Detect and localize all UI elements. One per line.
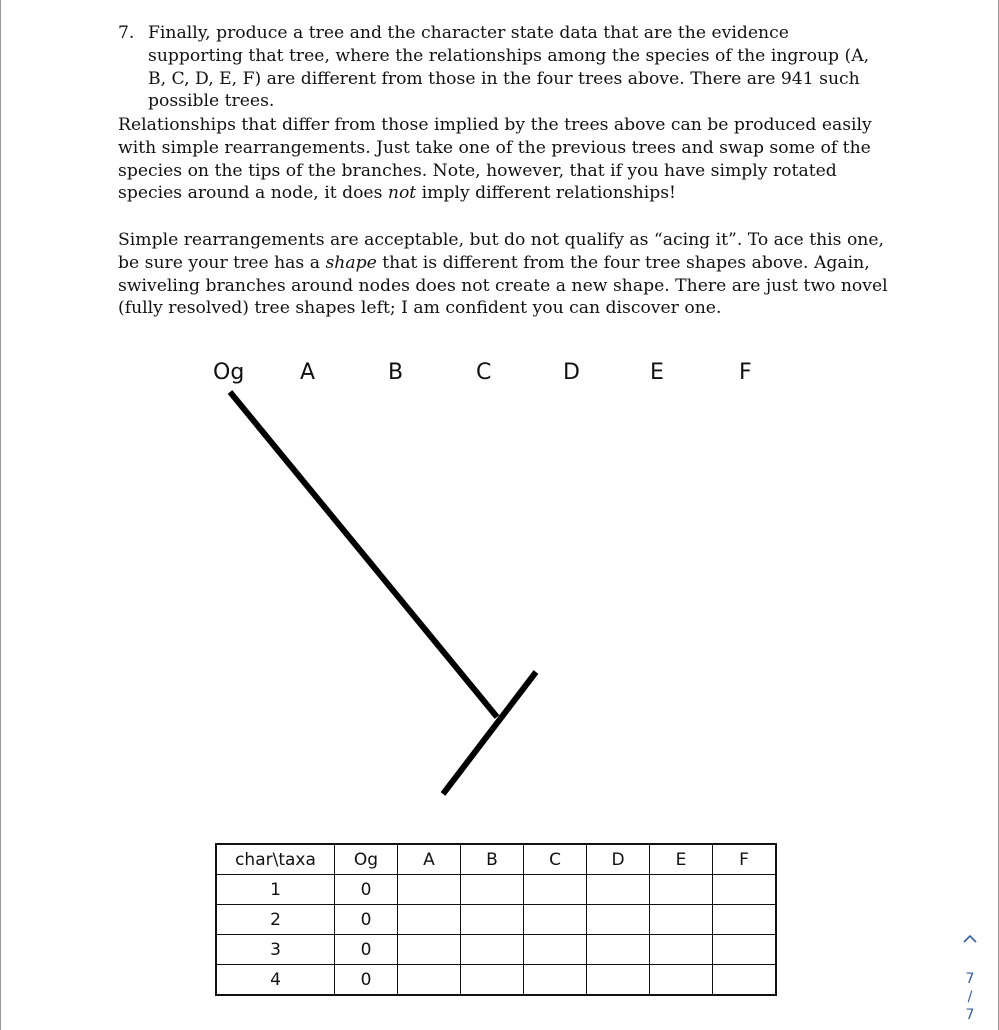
table-header-b: B xyxy=(461,844,524,875)
cell-c[interactable] xyxy=(524,875,587,905)
table-header-char-taxa: char\taxa xyxy=(216,844,335,875)
char-number: 3 xyxy=(216,935,335,965)
chevron-up-icon xyxy=(962,933,978,943)
table-header-d: D xyxy=(587,844,650,875)
cell-og: 0 xyxy=(335,905,398,935)
char-number: 4 xyxy=(216,965,335,996)
taxon-label-og: Og xyxy=(213,360,245,385)
table-row xyxy=(216,875,776,905)
cell-f[interactable] xyxy=(713,965,777,996)
cell-e[interactable] xyxy=(650,965,713,996)
paragraph-tree-shape xyxy=(118,229,893,320)
paragraph1-text-a: Relationships that differ from those implied by the trees above can be produced easily with simple rearrangements. Just take one of the previous trees and swap some of the species on the tips of the branches. Note, however, that if you have simply rotated species around a node, it does xyxy=(118,115,872,204)
cell-b[interactable] xyxy=(461,935,524,965)
cell-e[interactable] xyxy=(650,935,713,965)
cell-f[interactable] xyxy=(713,875,777,905)
question-number: 7. xyxy=(118,23,135,43)
cell-a[interactable] xyxy=(398,965,461,996)
cell-a[interactable] xyxy=(398,905,461,935)
table-header-a: A xyxy=(398,844,461,875)
outgroup-branch xyxy=(230,392,497,717)
cell-d[interactable] xyxy=(587,935,650,965)
cell-og: 0 xyxy=(335,935,398,965)
taxon-label-a: A xyxy=(300,360,316,385)
table-row xyxy=(216,965,776,996)
cell-b[interactable] xyxy=(461,905,524,935)
cell-c[interactable] xyxy=(524,905,587,935)
current-page-number: 7 xyxy=(965,971,975,987)
cell-b[interactable] xyxy=(461,965,524,996)
table-header-e: E xyxy=(650,844,713,875)
paragraph2-emphasis: shape xyxy=(325,252,377,273)
question-7 xyxy=(118,22,888,113)
cell-og: 0 xyxy=(335,875,398,905)
cell-e[interactable] xyxy=(650,875,713,905)
cell-a[interactable] xyxy=(398,935,461,965)
character-state-table xyxy=(215,843,777,996)
paragraph2-text-b: that is different from the four tree shapes above. Again, swiveling branches around nodes does not create a new shape. There are just two novel (fully resolved) tree shapes left; I am confident you can discover one. xyxy=(118,252,888,319)
cell-e[interactable] xyxy=(650,905,713,935)
question-text: Finally, produce a tree and the character state data that are the evidence supporting that tree, where the relationships among the species of the ingroup (A, B, C, D, E, F) are different from those in the four trees above. There are 941 such possible trees. xyxy=(148,23,870,112)
page-navigator xyxy=(958,928,982,1024)
cell-c[interactable] xyxy=(524,935,587,965)
cell-f[interactable] xyxy=(713,905,777,935)
table-header-c: C xyxy=(524,844,587,875)
page-separator: / xyxy=(967,989,973,1005)
cell-og: 0 xyxy=(335,965,398,996)
root-branch xyxy=(443,672,536,794)
cell-d[interactable] xyxy=(587,875,650,905)
taxon-label-e: E xyxy=(650,360,664,385)
taxon-label-f: F xyxy=(739,360,752,385)
paragraph1-text-b: imply different relationships! xyxy=(416,183,676,204)
taxon-label-c: C xyxy=(476,360,492,385)
cell-c[interactable] xyxy=(524,965,587,996)
table-row xyxy=(216,935,776,965)
cell-d[interactable] xyxy=(587,905,650,935)
page-up-button[interactable] xyxy=(958,928,982,948)
paragraph2-text-a: Simple rearrangements are acceptable, but do not qualify as “acing it”. To ace this one, be sure your tree has a xyxy=(118,230,885,273)
cell-d[interactable] xyxy=(587,965,650,996)
table-header-row xyxy=(216,844,776,875)
paragraph-rearrangements xyxy=(118,114,893,205)
cell-f[interactable] xyxy=(713,935,777,965)
table-row xyxy=(216,905,776,935)
char-number: 1 xyxy=(216,875,335,905)
phylogenetic-tree xyxy=(0,350,999,810)
total-pages: 7 xyxy=(965,1007,975,1023)
table-header-f: F xyxy=(713,844,777,875)
cell-b[interactable] xyxy=(461,875,524,905)
paragraph1-emphasis: not xyxy=(387,183,417,204)
taxon-label-d: D xyxy=(563,360,580,385)
taxon-label-b: B xyxy=(388,360,404,385)
cell-a[interactable] xyxy=(398,875,461,905)
table-header-og: Og xyxy=(335,844,398,875)
char-number: 2 xyxy=(216,905,335,935)
